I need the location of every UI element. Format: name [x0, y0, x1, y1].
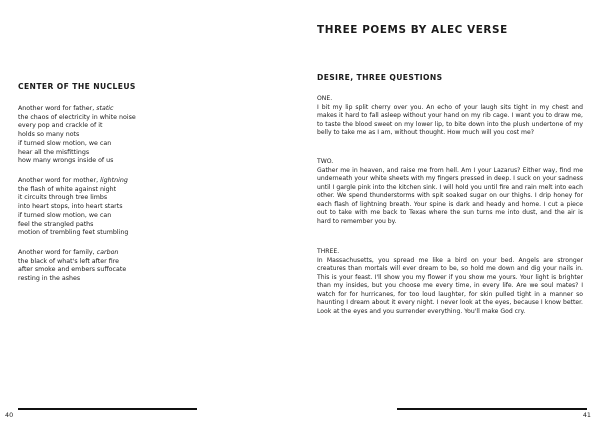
stanza-line: if turned slow motion, we can: [18, 211, 112, 219]
section-text: Gather me in heaven, and raise me from hell. Am I your Lazarus? Either way, find me underneath your white sheets with my fingers pressed in deep. I suck on your sadness until I gargle pink into the kitchen sink. I will hold you until fire and rain melt into each other. We spend thunderstorms with spit soaked sugar on our thighs. I drip honey for each flash of lightning breath. Your spine is dark and heady and home. I cut a piece out to take with me back to Texas where the sun turns me into dust, and the air is hard to remember you by.: [317, 166, 583, 225]
section-three: [317, 248, 583, 316]
stanza-line: resting in the ashes: [18, 275, 81, 283]
stanza-line: into heart stops, into heart starts: [18, 203, 123, 211]
page-number-right: 41: [582, 411, 591, 419]
stanza-line: the flash of white against night: [18, 185, 117, 193]
right-page: [300, 0, 600, 424]
stanza-1: [18, 105, 136, 166]
section-one: [317, 95, 583, 138]
stanza-line: the chaos of electricity in white noise: [18, 113, 136, 121]
stanza-line: motion of trembling feet stumbling: [18, 229, 129, 237]
section-text: I bit my lip split cherry over you. An echo of your laugh sits tight in my chest and makes it hard to fall asleep without your hand on my rib cage. I want you to draw me, to taste the blood sweet on my lower lip, to bite down into the plush undertone of my belly to take me as I am, without thought. How much will you cost me?: [317, 103, 583, 136]
section-label: ONE.: [317, 95, 333, 102]
stanza-line: it circuits through tree limbs: [18, 194, 108, 202]
stanza-2: [18, 177, 128, 238]
stanza-3: [18, 249, 126, 284]
stanza-line: holds so many nots: [18, 131, 80, 139]
stanza-italic-word: lightning: [100, 177, 128, 184]
stanza-italic-word: static: [96, 105, 114, 112]
poem-title-desire-three-questions: DESIRE, THREE QUESTIONS: [317, 73, 443, 82]
stanza-line: after smoke and embers suffocate: [18, 266, 127, 274]
stanza-line: if turned slow motion, we can: [18, 139, 112, 147]
section-text: In Massachusetts, you spread me like a bird on your bed. Angels are stronger creatures than mortals will ever dream to be, so hold me down and dig your nails in. This is your feast. I'll show you my flower if you show me yours. Your light is brighter than my insides, but you choose me every time, in every life. Are we soul mates? I watch for for hurricanes, for too loud laughter, for skin pulled tight in a manner so haunting I dream about it every night. I never look at the eyes, because I know better. Look at the eyes and you surrender everything. You'll make God cry.: [317, 256, 583, 315]
section-label: THREE.: [317, 248, 340, 255]
stanza-line: hear all the misfittings: [18, 148, 90, 156]
stanza-italic-word: carbon: [96, 249, 119, 256]
stanza-line: [18, 177, 128, 186]
stanza-line: [18, 105, 136, 114]
stanza-line: the black of what's left after fire: [18, 257, 119, 265]
stanza-line-text: Another word for family,: [18, 249, 95, 256]
section-two: [317, 158, 583, 226]
book-title: THREE POEMS BY ALEC VERSE: [317, 24, 508, 36]
poem-title-center-of-the-nucleus: CENTER OF THE NUCLEUS: [18, 82, 136, 91]
stanza-line: feel the strangled paths: [18, 220, 94, 228]
stanza-line: how many wrongs inside of us: [18, 157, 114, 165]
footer-rule-left: [18, 408, 197, 410]
stanza-line-text: Another word for mother,: [18, 177, 99, 184]
stanza-line: [18, 249, 126, 258]
page-number-left: 40: [5, 411, 14, 419]
stanza-line-text: Another word for father,: [18, 105, 95, 112]
stanza-line: every pop and crackle of it: [18, 122, 103, 130]
footer-rule-right: [397, 408, 587, 410]
section-label: TWO.: [317, 158, 334, 165]
